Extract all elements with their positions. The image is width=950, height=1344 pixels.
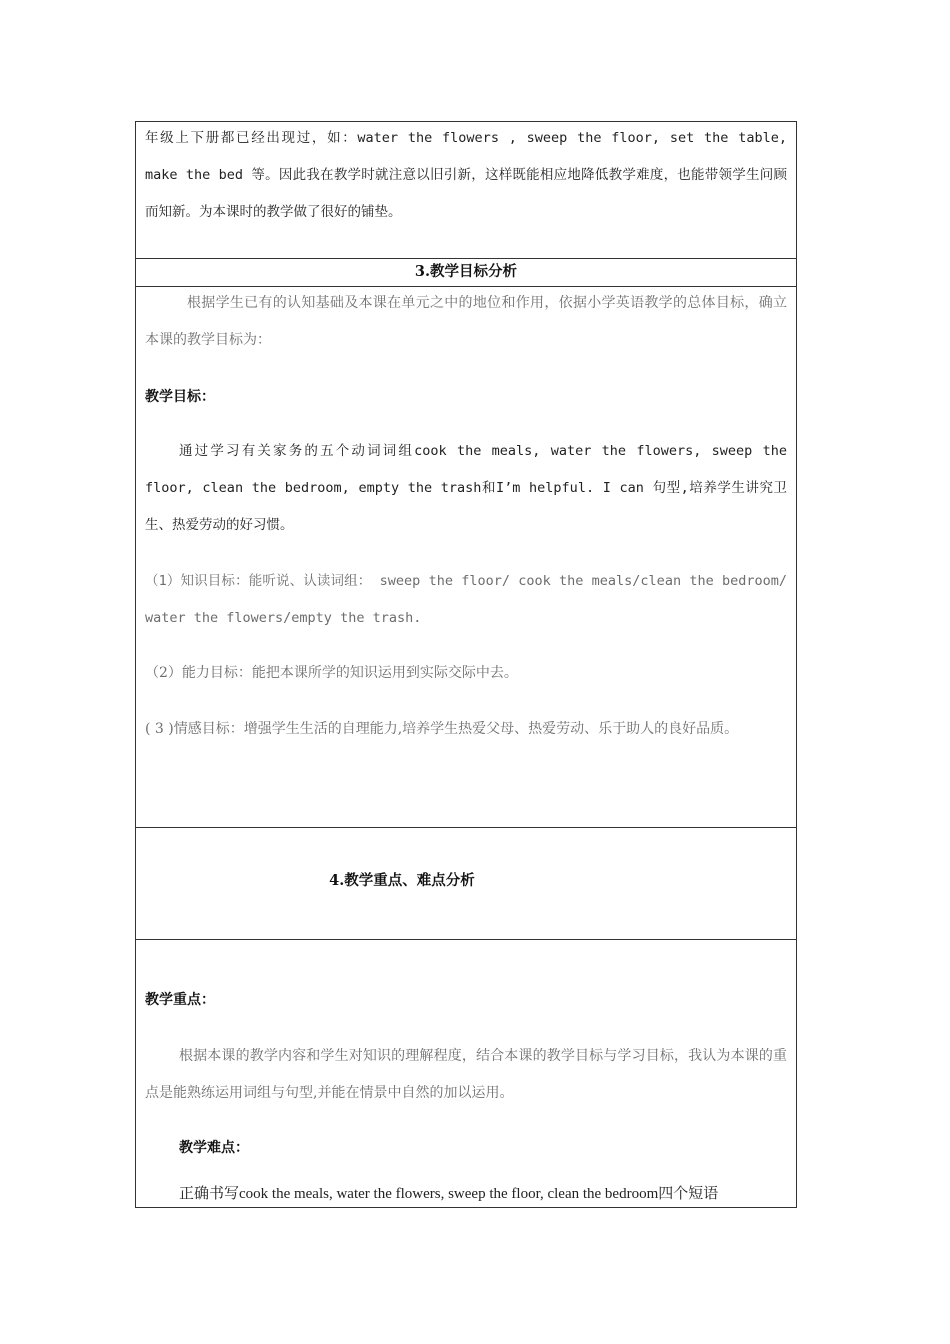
difficulty-label: 教学难点： [179, 1140, 249, 1156]
row-section3-content [136, 286, 796, 827]
row-section4-heading [136, 827, 796, 939]
lesson-plan-table [135, 121, 797, 1208]
goals-text: 通过学习有关家务的五个动词词组cook the meals, water the flowers, sweep the floor, clean the bedroom, empty the trash和I’m helpful. I can 句型,培养学生讲究卫生、热爱劳动的好习惯。 [145, 443, 787, 533]
key-text: 根据本课的教学内容和学生对知识的理解程度，结合本课的教学目标与学习目标，我认为本课的重点是能熟练运用词组与句型,并能在情景中自然的加以运用。 [145, 1048, 787, 1101]
section3-title: 3.教学目标分析 [414, 263, 518, 280]
section4-title: 4.教学重点、难点分析 [329, 872, 475, 889]
section3-intro: 根据学生已有的认知基础及本课在单元之中的地位和作用，依据小学英语教学的总体目标，确立本课的教学目标为： [145, 295, 787, 348]
goals-label: 教学目标： [145, 389, 215, 405]
row-intro [136, 121, 796, 258]
key-label: 教学重点： [145, 992, 215, 1008]
emotion-goal: ( 3 )情感目标：增强学生生活的自理能力,培养学生热爱父母、热爱劳动、乐于助人的良好品质。 [145, 721, 739, 737]
knowledge-goal: （1）知识目标：能听说、认读词组： sweep the floor/ cook the meals/clean the bedroom/ water the flowers/empty the trash. [145, 573, 787, 626]
difficulty-text: 正确书写cook the meals, water the flowers, sweep the floor, clean the bedroom四个短语 [179, 1186, 719, 1202]
row-section3-heading [136, 258, 796, 286]
intro-paragraph: 年级上下册都已经出现过，如：water the flowers , sweep the floor, set the table, make the bed 等。因此我在教学时就注意以旧引新，这样既能相应地降低教学难度，也能带领学生问顾而知新。为本课时的教学做了很好的铺垫。 [145, 130, 787, 220]
ability-goal: （2）能力目标：能把本课所学的知识运用到实际交际中去。 [145, 665, 518, 681]
row-section4-content [136, 939, 796, 1208]
